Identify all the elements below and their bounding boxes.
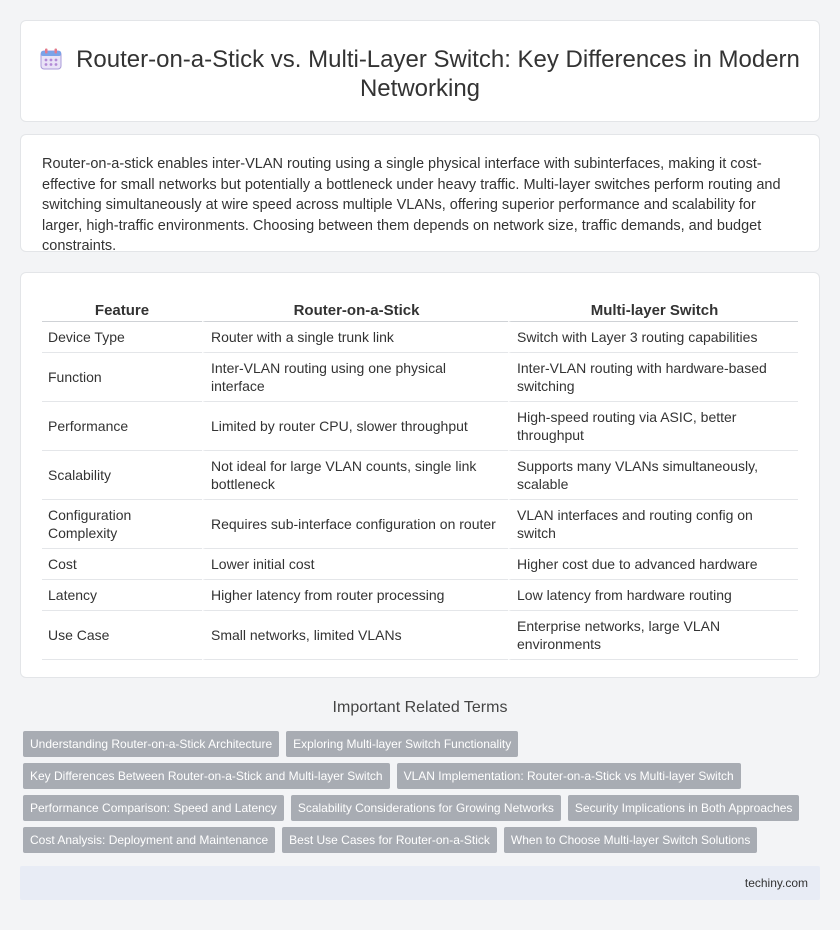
related-term-tag[interactable]: Understanding Router-on-a-Stick Architecture <box>23 731 279 757</box>
summary-card <box>20 134 820 252</box>
switch-cell: Switch with Layer 3 routing capabilities <box>508 322 798 353</box>
router-cell: Small networks, limited VLANs <box>202 611 508 660</box>
column-header-feature: Feature <box>42 297 202 322</box>
router-cell: Inter-VLAN routing using one physical interface <box>202 353 508 402</box>
switch-cell: Supports many VLANs simultaneously, scalable <box>508 451 798 500</box>
table-row <box>42 353 798 402</box>
related-terms-heading: Important Related Terms <box>332 699 508 716</box>
related-term-tag[interactable]: Performance Comparison: Speed and Latency <box>23 795 284 821</box>
switch-cell: Inter-VLAN routing with hardware-based switching <box>508 353 798 402</box>
related-term-tag[interactable]: Security Implications in Both Approaches <box>568 795 799 821</box>
switch-cell: VLAN interfaces and routing config on switch <box>508 500 798 549</box>
feature-cell: Performance <box>42 402 202 451</box>
table-row <box>42 322 798 353</box>
table-row <box>42 500 798 549</box>
related-term-tag[interactable]: Exploring Multi-layer Switch Functionality <box>286 731 518 757</box>
router-cell: Router with a single trunk link <box>202 322 508 353</box>
table-row <box>42 611 798 660</box>
feature-cell: Function <box>42 353 202 402</box>
router-cell: Higher latency from router processing <box>202 580 508 611</box>
table-row <box>42 402 798 451</box>
feature-cell: Latency <box>42 580 202 611</box>
page-title-text: Router-on-a-Stick vs. Multi-Layer Switch: Key Differences in Modern Networking <box>76 46 800 102</box>
switch-cell: High-speed routing via ASIC, better throughput <box>508 402 798 451</box>
switch-cell: Low latency from hardware routing <box>508 580 798 611</box>
router-cell: Not ideal for large VLAN counts, single link bottleneck <box>202 451 508 500</box>
table-row <box>42 549 798 580</box>
comparison-table <box>42 297 798 660</box>
related-term-tag[interactable]: Best Use Cases for Router-on-a-Stick <box>282 827 497 853</box>
column-header-multi-layer-switch: Multi-layer Switch <box>508 297 798 322</box>
column-header-router-on-a-stick: Router-on-a-Stick <box>202 297 508 322</box>
table-header-row <box>42 297 798 322</box>
summary-text: Router-on-a-stick enables inter-VLAN routing using a single physical interface with subinterfaces, making it cost-effective for small networks but potentially a bottleneck under heavy traffic. Multi-layer switches perform routing and switching simultaneously at wire speed across multiple VLANs, offering superior performance and scalability for larger, high-traffic environments. Choosing between them depends on network size, traffic demands, and budget constraints. <box>42 156 781 254</box>
feature-cell: Cost <box>42 549 202 580</box>
title-card <box>20 20 820 122</box>
site-credit[interactable]: techiny.com <box>744 876 808 890</box>
feature-cell: Device Type <box>42 322 202 353</box>
switch-cell: Higher cost due to advanced hardware <box>508 549 798 580</box>
related-term-tag[interactable]: Key Differences Between Router-on-a-Stick and Multi-layer Switch <box>23 763 390 789</box>
table-row <box>42 451 798 500</box>
router-cell: Requires sub-interface configuration on router <box>202 500 508 549</box>
related-term-tag[interactable]: When to Choose Multi-layer Switch Solutions <box>504 827 757 853</box>
router-cell: Lower initial cost <box>202 549 508 580</box>
table-row <box>42 580 798 611</box>
related-tags-row <box>23 827 764 853</box>
router-cell: Limited by router CPU, slower throughput <box>202 402 508 451</box>
switch-cell: Enterprise networks, large VLAN environments <box>508 611 798 660</box>
related-tags-row <box>23 731 525 757</box>
comparison-card <box>20 272 820 678</box>
footer <box>20 866 820 900</box>
related-tags-row <box>23 763 748 789</box>
page-title <box>21 45 819 103</box>
related-term-tag[interactable]: VLAN Implementation: Router-on-a-Stick vs Multi-layer Switch <box>397 763 741 789</box>
related-term-tag[interactable]: Scalability Considerations for Growing Networks <box>291 795 561 821</box>
calendar-icon <box>40 48 62 70</box>
feature-cell: Use Case <box>42 611 202 660</box>
related-term-tag[interactable]: Cost Analysis: Deployment and Maintenance <box>23 827 275 853</box>
related-tags-row <box>23 795 806 821</box>
feature-cell: Scalability <box>42 451 202 500</box>
feature-cell: Configuration Complexity <box>42 500 202 549</box>
